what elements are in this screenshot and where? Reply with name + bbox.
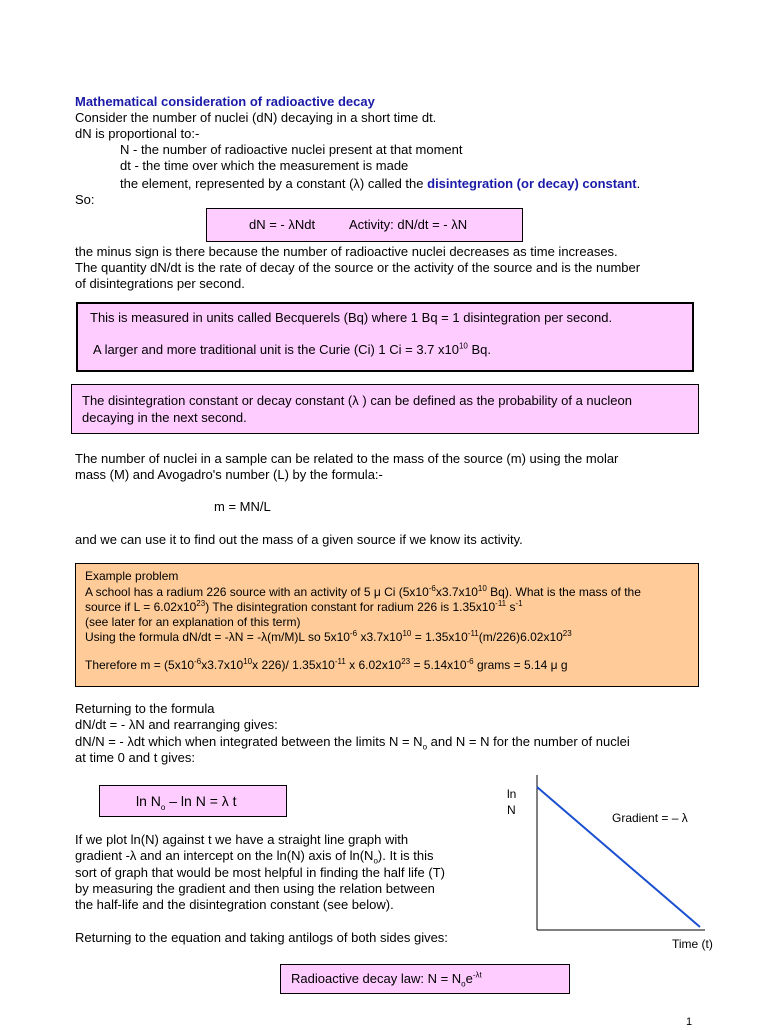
decay-constant-definition-box	[71, 384, 699, 434]
mass-use-text: and we can use it to find out the mass of a given source if we know its activity.	[75, 532, 523, 547]
example-heading: Example problem	[85, 569, 179, 583]
plot-text-5: the half-life and the disintegration constant (see below).	[75, 897, 394, 912]
intro-line-1: Consider the number of nuclei (dN) decaying in a short time dt.	[75, 110, 437, 125]
graph-y-label-ln: ln	[507, 787, 517, 801]
example-problem-box	[75, 563, 699, 687]
decay-law: Radioactive decay law: $N = N_oe^{-\lambda t}$	[291, 970, 482, 989]
becquerel-definition: This is measured in units called Becquerels (Bq) where 1 Bq = 1 disintegration per second.	[90, 310, 613, 325]
graph-decay-line	[537, 787, 700, 927]
minus-sign-text-3: of disintegrations per second.	[75, 276, 245, 291]
returning-line-1: Returning to the formula	[75, 701, 215, 716]
ln-n-vs-time-graph	[530, 775, 720, 935]
mass-formula: m = MN/L	[214, 499, 271, 514]
plot-text-3: sort of graph that would be most helpful in finding the half life (T)	[75, 865, 445, 880]
returning-line-2: dN/dt = - λN and rearranging gives:	[75, 717, 278, 732]
returning-line-3: dN/N = - λdt which when integrated between the limits $N = N_o$ and N = N for the number of nuclei	[75, 734, 630, 752]
page-title: Mathematical consideration of radioactive decay	[75, 94, 375, 109]
mass-text-2: mass (M) and Avogadro's number (L) by the formula:-	[75, 467, 383, 482]
example-line-5: Using the formula dN/dt = -λN = -λ(m/M)L so $5x10^{-6}$ $x3.7x10^{10} = 1.35x10^{-11}(m/226)6.02x10^{23}$	[85, 629, 572, 644]
graph-x-label: Time (t)	[672, 937, 713, 951]
example-line-6: Therefore $m = (5x10^{-6}x3.7x10^{10}x$ 226)/ $1.35x10^{-11}$ x $6.02x10^{23} = 5.14x10^{-6}$ grams = 5.14 μ g	[85, 657, 568, 672]
antilog-text: Returning to the equation and taking antilogs of both sides gives:	[75, 930, 448, 945]
plot-text-2: gradient -λ and an intercept on the ln(N) axis of $\ln(N_o)$. It is this	[75, 848, 434, 866]
plot-text-1: If we plot ln(N) against t we have a straight line graph with	[75, 832, 409, 847]
minus-sign-text-2: The quantity dN/dt is the rate of decay of the source or the activity of the source and is the number	[75, 260, 641, 275]
decay-constant-term: disintegration (or decay) constant	[427, 176, 637, 191]
curie-definition: A larger and more traditional unit is the Curie (Ci) 1 Ci = 3.7 $x10^{10}$ Bq.	[93, 341, 492, 357]
graph-gradient-label: Gradient = – λ	[612, 811, 688, 825]
example-line-4: (see later for an explanation of this term)	[85, 615, 301, 629]
log-equation: $\ln N_o - \ln N = \lambda$ t	[136, 793, 237, 812]
decay-law-box	[280, 964, 570, 994]
so-label: So:	[75, 192, 95, 207]
proportional-item-dt: dt - the time over which the measurement is made	[120, 158, 409, 173]
log-equation-box	[99, 785, 287, 817]
activity-equation: Activity: dN/dt = - λN	[349, 217, 468, 232]
mass-text-1: The number of nuclei in a sample can be related to the mass of the source (m) using the molar	[75, 451, 619, 466]
plot-text-4: by measuring the gradient and then using the relation between	[75, 881, 435, 896]
activity-equation-box	[206, 208, 523, 242]
element-line: the element, represented by a constant (λ) called the disintegration (or decay) constant.	[120, 176, 641, 191]
becquerel-info-box	[76, 302, 694, 372]
decay-equation: dN = - λNdt	[249, 217, 316, 232]
example-line-2: A school has a radium 226 source with an activity of 5 μ Ci ($5x10^{-6}x3.7x10^{10}$ Bq). What is the mass of the	[85, 584, 641, 599]
decay-constant-definition-2: decaying in the next second.	[82, 410, 247, 425]
graph-y-label-n: N	[507, 803, 516, 817]
page-number: 1	[686, 1016, 693, 1028]
returning-line-4: at time 0 and t gives:	[75, 750, 195, 765]
decay-constant-definition-1: The disintegration constant or decay constant (λ ) can be defined as the probability of a nucleon	[82, 393, 632, 408]
proportional-item-n: N - the number of radioactive nuclei present at that moment	[120, 142, 463, 157]
intro-line-2: dN is proportional to:-	[75, 126, 200, 141]
example-line-3: source if $L = 6.02x10^{23}$) The disintegration constant for radium 226 is $1.35x10^{-11}$ $s^{-1}$	[85, 599, 523, 614]
minus-sign-text-1: the minus sign is there because the number of radioactive nuclei decreases as time increases.	[75, 244, 618, 259]
